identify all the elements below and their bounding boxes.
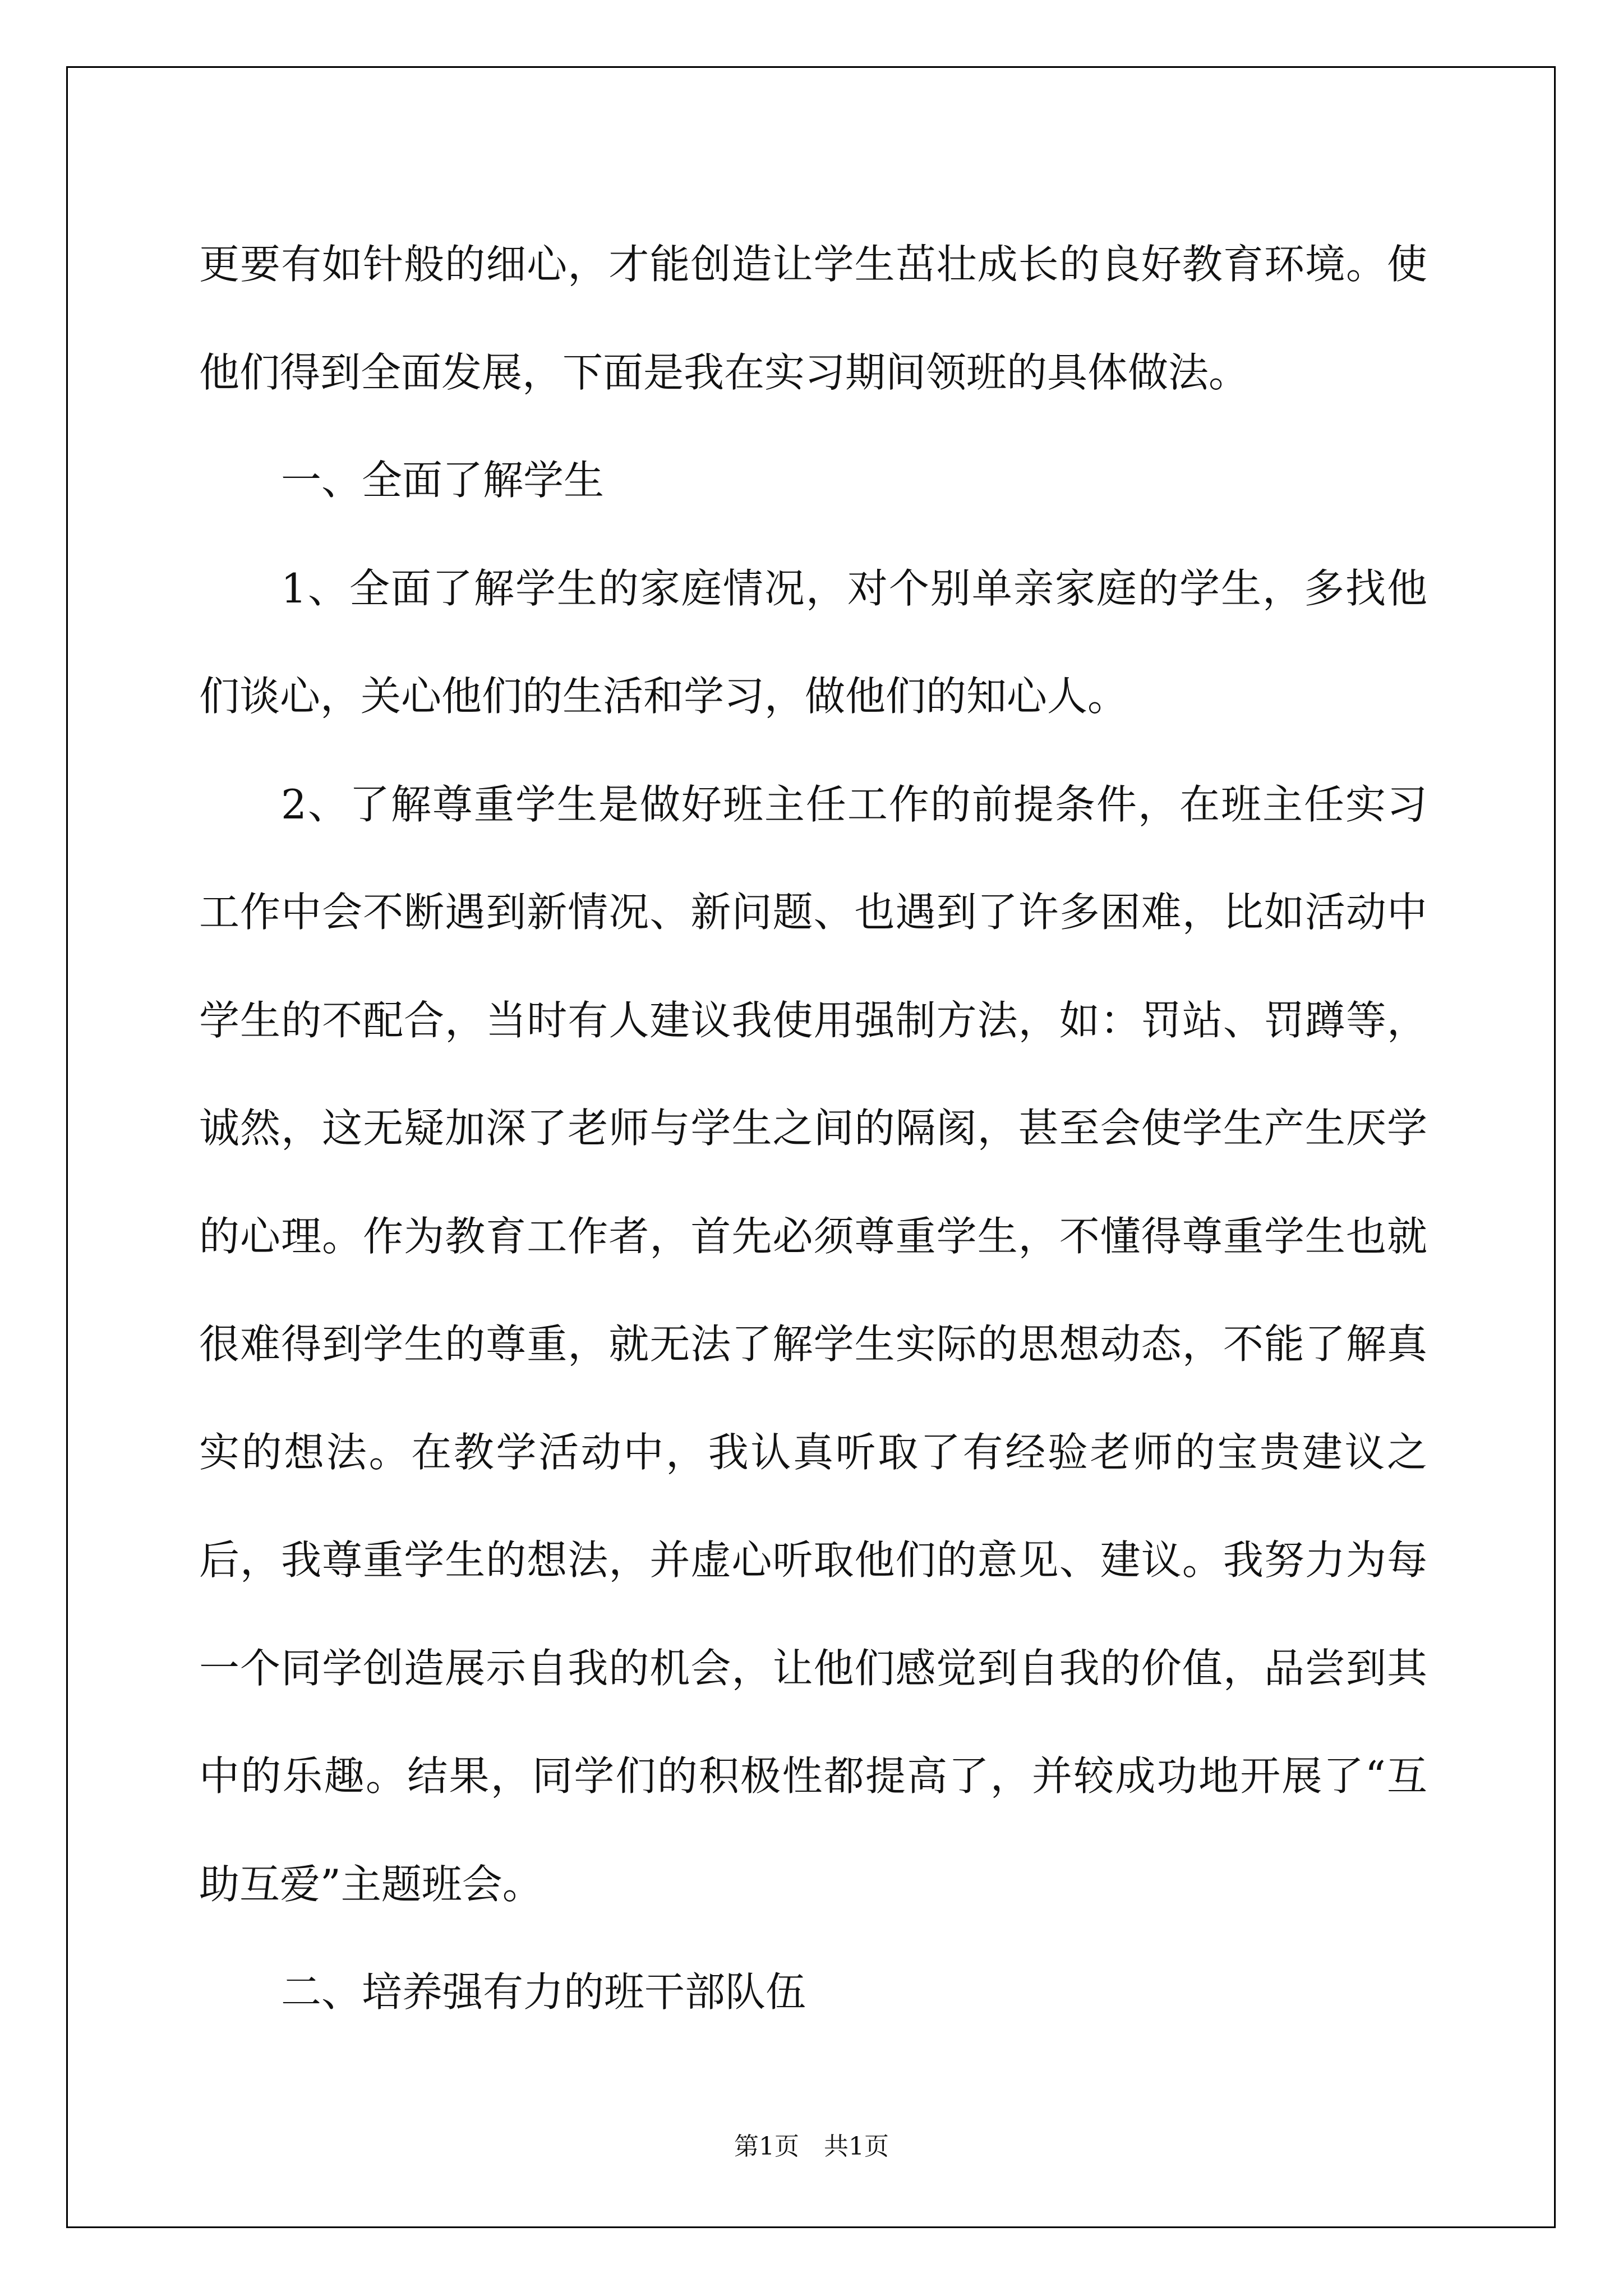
heading-section-one: 一、全面了解学生 (281, 457, 605, 504)
paragraph-intro: 更要有如针般的细心，才能创造让学生茁壮成长的良好教育环境。使他们得到全面发展，下面是我在实习期间领班的具体做法。 (199, 241, 1427, 396)
document-body (199, 210, 1427, 2046)
paragraph-item-two: 2、了解尊重学生是做好班主任工作的前提条件，在班主任实习工作中会不断遇到新情况、新问题、也遇到了许多困难，比如活动中学生的不配合，当时有人建议我使用强制方法，如：罚站、罚蹲等，诚然，这无疑加深了老师与学生之间的隔阂，甚至会使学生产生厌学的心理。作为教育工作者，首先必须尊重学生，不懂得尊重学生也就很难得到学生的尊重，就无法了解学生实际的思想动态，不能了解真实的想法。在教学活动中，我认真听取了有经验老师的宝贵建议之后，我尊重学生的想法，并虚心听取他们的意见、建议。我努力为每一个同学创造展示自我的机会，让他们感觉到自我的价值，品尝到其中的乐趣。结果，同学们的积极性都提高了，并较成功地开展了“互助互爱”主题班会。 (199, 780, 1427, 1908)
page-number-footer: 第1页 共1页 (734, 2132, 889, 2161)
paragraph-item-one: 1、全面了解学生的家庭情况，对个别单亲家庭的学生，多找他们谈心，关心他们的生活和学习，做他们的知心人。 (199, 564, 1427, 720)
heading-section-two: 二、培养强有力的班干部队伍 (281, 1968, 806, 2016)
